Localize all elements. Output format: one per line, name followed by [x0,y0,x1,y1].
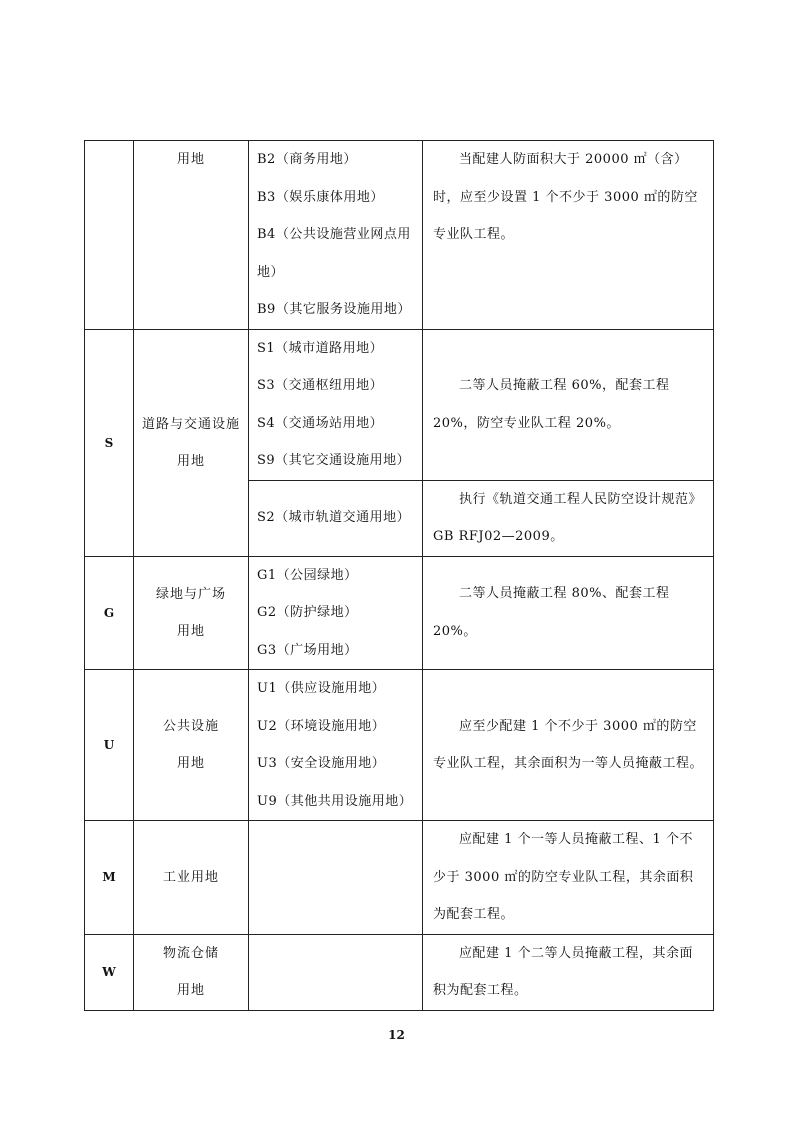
land-item: S9（其它交通设施用地） [257,453,411,468]
land-items-cell [249,670,423,821]
land-name-cell [134,821,249,935]
land-item: B4（公共设施营业网点用 [257,227,411,242]
table-row-g [85,556,714,670]
land-code-cell: W [85,934,134,1010]
land-item: U1（供应设施用地） [257,681,386,696]
land-item: S2（城市轨道交通用地） [257,510,411,526]
land-code-cell: M [85,821,134,935]
requirement-text: 二等人员掩蔽工程 80%、配套工程 20%。 [433,586,670,639]
requirement-text: 二等人员掩蔽工程 60%，配套工程 20%，防空专业队工程 20%。 [433,378,670,431]
land-item: U3（安全设施用地） [257,756,386,771]
land-item: 地） [257,264,285,280]
land-item: S3（交通枢纽用地） [257,378,384,393]
land-item: B3（娱乐康体用地） [257,189,384,205]
requirement-cell [423,934,714,1010]
land-name-line: 物流仓储 [162,946,219,961]
land-name-cell [134,329,249,556]
land-items-cell [249,821,423,935]
land-name-line: 用地 [176,152,205,167]
land-item: S4（交通场站用地） [257,415,384,431]
land-item: G3（广场用地） [257,642,358,658]
land-code-cell: U [85,670,134,821]
table-row-m [85,821,714,935]
land-item: G2（防护绿地） [257,605,358,620]
land-code-cell [85,141,134,330]
page-number: 12 [388,1028,405,1042]
land-name-line: 工业用地 [162,869,219,885]
land-name-line: 道路与交通设施 [141,416,240,432]
land-name-line: 用地 [176,453,205,469]
land-item: B9（其它服务设施用地） [257,302,411,317]
land-name-line: 用地 [176,756,205,771]
land-item: U9（其他共用设施用地） [257,793,413,809]
land-name-line: 绿地与广场 [155,586,226,602]
land-name-line: 公共设施 [162,719,219,734]
land-name-line: 用地 [176,983,205,998]
requirement-text: 执行《轨道交通工程人民防空设计规范》GB RFJ02—2009。 [433,491,703,544]
land-code-cell: S [85,329,134,556]
land-name-cell [134,934,249,1010]
requirement-text: 当配建人防面积大于 20000 ㎡（含）时，应至少设置 1 个不少于 3000 ㎡的防空专业队工程。 [433,152,698,242]
land-name-cell [134,556,249,670]
requirement-cell [423,480,714,556]
land-item: G1（公园绿地） [257,567,358,583]
table-row-w [85,934,714,1010]
land-item: S1（城市道路用地） [257,340,384,356]
table-row-b [85,141,714,330]
land-use-table [84,140,714,1011]
requirement-cell [423,141,714,330]
requirement-cell [423,556,714,670]
land-item: B2（商务用地） [257,152,357,167]
requirement-text: 应配建 1 个二等人员掩蔽工程，其余面积为配套工程。 [433,945,694,998]
land-items-cell [249,556,423,670]
requirement-cell [423,670,714,821]
requirement-text: 应至少配建 1 个不少于 3000 ㎡的防空专业队工程，其余面积为一等人员掩蔽工程。 [433,718,704,771]
table-row-u [85,670,714,821]
requirement-cell [423,329,714,480]
land-item: U2（环境设施用地） [257,718,386,734]
requirement-cell [423,821,714,935]
land-items-cell [249,141,423,330]
land-name-cell [134,670,249,821]
table-row-s [85,329,714,480]
requirement-text: 应配建 1 个一等人员掩蔽工程、1 个不少于 3000 ㎡的防空专业队工程，其余面积为配套工程。 [433,832,694,922]
land-items-cell [249,329,423,480]
land-name-cell [134,141,249,330]
land-items-cell [249,480,423,556]
land-items-cell [249,934,423,1010]
land-code-cell: G [85,556,134,670]
land-name-line: 用地 [176,623,205,639]
